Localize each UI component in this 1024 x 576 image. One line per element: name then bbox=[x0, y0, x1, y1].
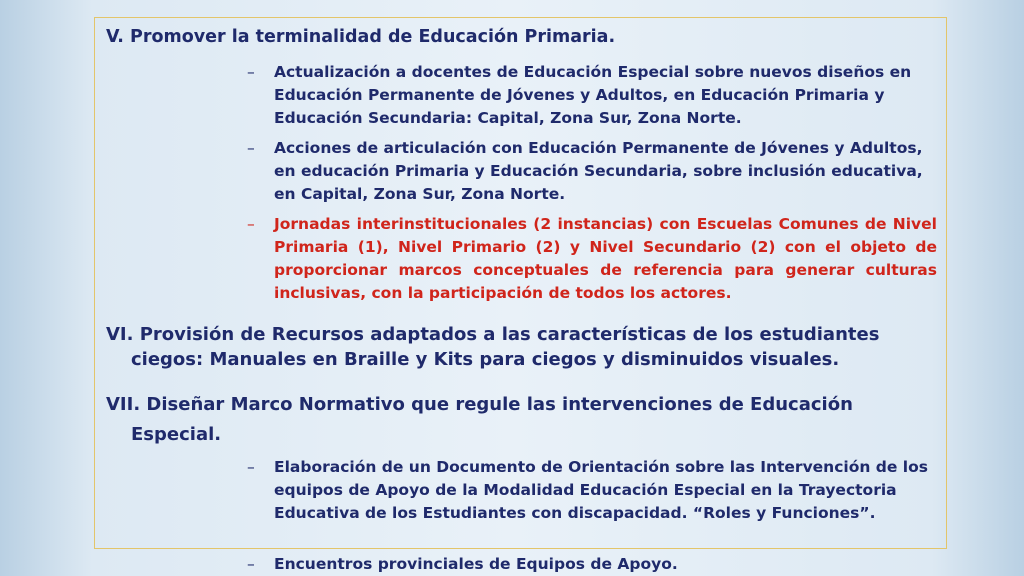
section-vi-title: VI. Provisión de Recursos adaptados a las características de los estudiantes ciegos: Manuales en Braille y Kits para ciegos y disminuidos visuales. bbox=[106, 324, 880, 370]
bullet-marker: – bbox=[247, 139, 255, 157]
list-item-highlighted bbox=[247, 213, 937, 305]
bullet-text: Jornadas interinstitucionales (2 instancias) con Escuelas Comunes de Nivel Primaria (1), Nivel Primario (2) y Nivel Secundario (2) con el objeto de proporcionar marcos conceptuales de referencia para generar culturas inclusivas, con la participación de todos los actores. bbox=[274, 215, 937, 302]
list-item bbox=[247, 456, 937, 525]
bullet-marker: – bbox=[247, 555, 255, 573]
section-vii-title: VII. Diseñar Marco Normativo que regule las intervenciones de Educación Especial. bbox=[106, 394, 853, 445]
bullet-text: Acciones de articulación con Educación Permanente de Jóvenes y Adultos, en educación Primaria y Educación Secundaria, sobre inclusión educativa, en Capital, Zona Sur, Zona Norte. bbox=[274, 139, 923, 203]
bullet-text: Elaboración de un Documento de Orientación sobre las Intervención de los equipos de Apoyo de la Modalidad Educación Especial en la Trayectoria Educativa de los Estudiantes con discapacidad. “Roles y Funciones”. bbox=[274, 458, 928, 522]
bullet-marker: – bbox=[247, 63, 255, 81]
bullet-text: Actualización a docentes de Educación Especial sobre nuevos diseños en Educación Permanente de Jóvenes y Adultos, en Educación Primaria y Educación Secundaria: Capital, Zona Sur, Zona Norte. bbox=[274, 63, 912, 127]
list-item bbox=[247, 553, 937, 576]
list-item bbox=[247, 61, 937, 130]
list-item bbox=[247, 137, 937, 206]
section-v-title: V. Promover la terminalidad de Educación Primaria. bbox=[106, 27, 616, 47]
bullet-marker: – bbox=[247, 215, 255, 233]
bullet-marker: – bbox=[247, 458, 255, 476]
bullet-text: Encuentros provinciales de Equipos de Apoyo. bbox=[274, 555, 678, 573]
